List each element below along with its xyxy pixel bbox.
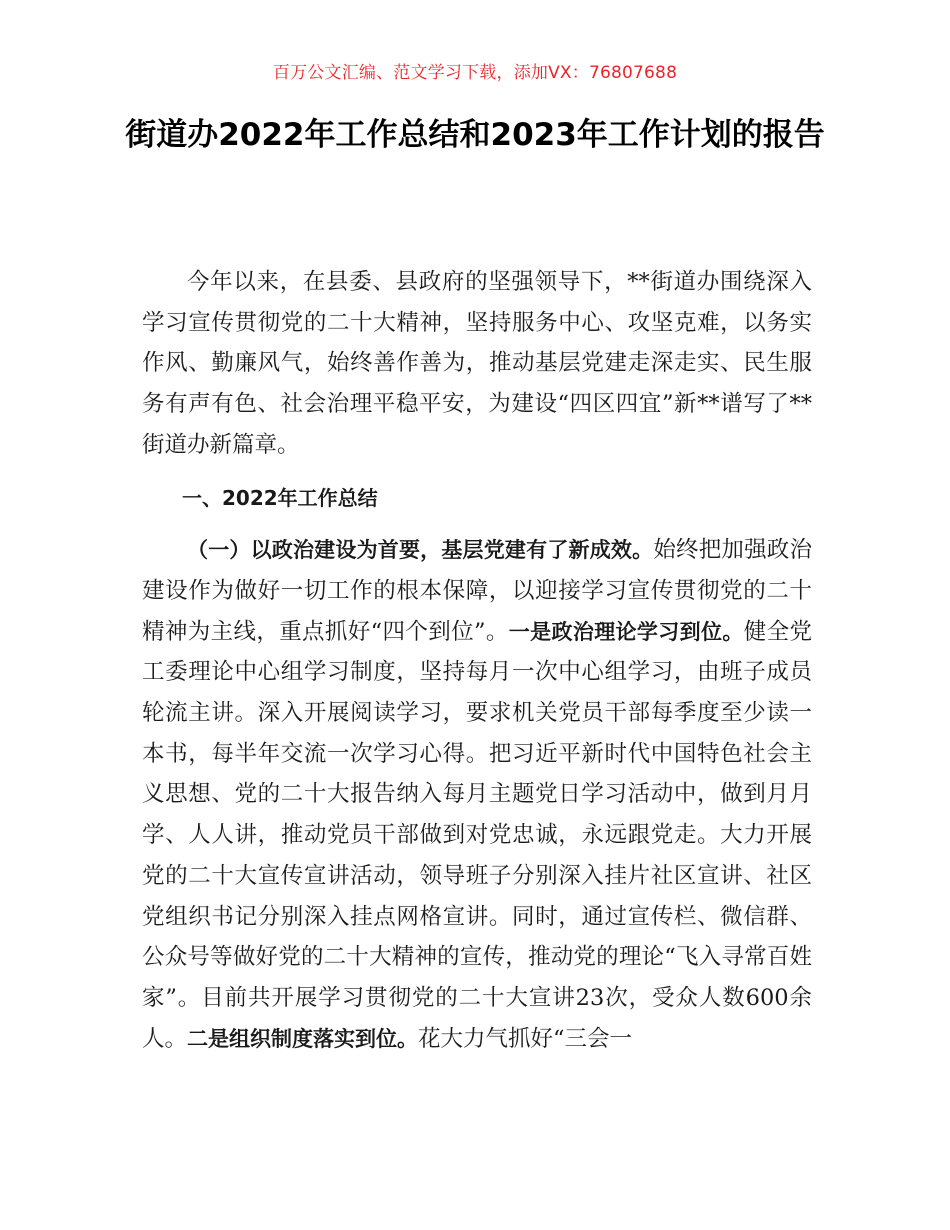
section-heading: 一、2022年工作总结 [182,485,378,510]
intro-paragraph: 今年以来，在县委、县政府的坚强领导下，**街道办围绕深入学习宣传贯彻党的二十大精神，坚持服务中心、攻坚克难，以务实作风、勤廉风气，始终善作善为，推动基层党建走深走实、民生服务有声有色、社会治理平稳平安，为建设“四区四宜”新**谱写了**街道办新篇章。 [142,269,812,458]
point-heading-1: 一是政治理论学习到位。 [508,619,744,644]
section-paragraph [142,530,812,1059]
subsection-text: 始终把加强政治建设作为做好一切工作的根本保障，以迎接学习宣传贯彻党的二十精神为主线，重点抓好“四个到位”。 [142,537,812,645]
point-text-2: 花大力气抓好“三会一 [418,1025,633,1052]
point-text-1: 健全党工委理论中心组学习制度，坚持每月一次中心组学习，由班子成员轮流主讲。深入开展阅读学习，要求机关党员干部每季度至少读一本书，每半年交流一次学习心得。把习近平新时代中国特色社会主义思想、党的二十大报告纳入每月主题党日学习活动中，做到月月学、人人讲，推动党员干部做到对党忠诚，永远跟党走。大力开展党的二十大宣传宣讲活动，领导班子分别深入挂片社区宣讲、社区党组织书记分别深入挂点网格宣讲。同时，通过宣传栏、微信群、公众号等做好党的二十大精神的宣传，推动党的理论“飞入寻常百姓家”。目前共开展学习贯彻党的二十大宣讲23次，受众人数600余人。 [142,618,812,1052]
point-heading-2: 二是组织制度落实到位。 [187,1026,419,1051]
header-watermark: 百万公文汇编、范文学习下载，添加VX：76807688 [272,63,678,83]
subsection-heading: （一）以政治建设为首要，基层党建有了新成效。 [187,538,654,563]
document-title: 街道办2022年工作总结和2023年工作计划的报告 [125,117,825,153]
document-body [142,262,812,1059]
